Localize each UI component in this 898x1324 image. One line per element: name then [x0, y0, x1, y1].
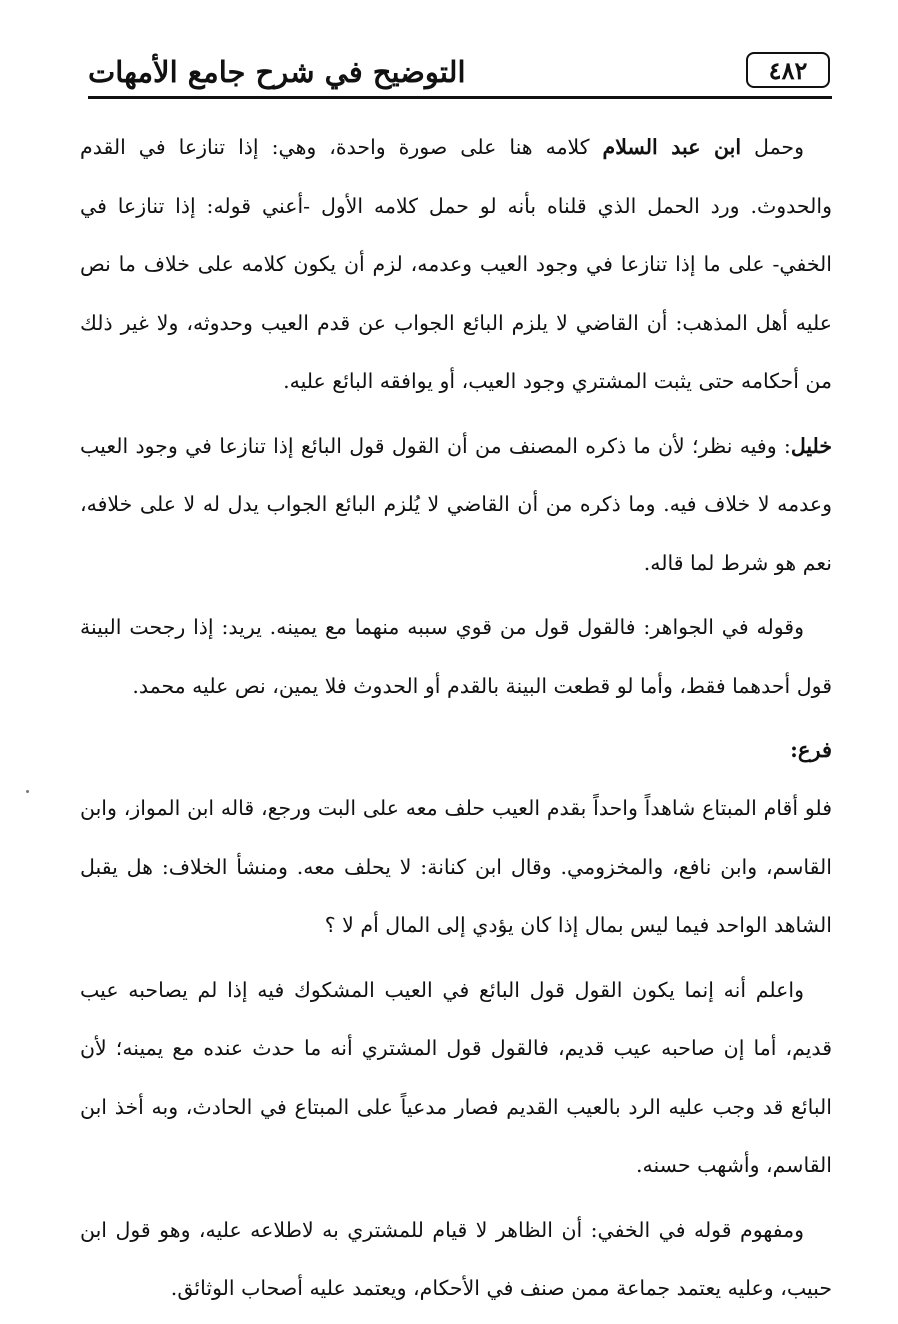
page-number-box: ٤٨٢	[746, 52, 830, 88]
paragraph-3	[80, 598, 832, 715]
header-divider	[88, 96, 832, 99]
paragraph-3-text: وقوله في الجواهر: فالقول قول من قوي سببه منهما مع يمينه. يريد: إذا رجحت البينة قول أحدهما فقط، وأما لو قطعت البينة بالقدم أو الحدوث فلا يمين، نص عليه محمد.	[80, 615, 832, 698]
book-title: التوضيح في شرح جامع الأمهات	[88, 55, 466, 89]
margin-speck	[26, 790, 29, 793]
section-heading: فرع:	[790, 737, 832, 762]
paragraph-1-bold-name: ابن عبد السلام	[602, 135, 742, 159]
paragraph-2-lead: خليل	[790, 433, 832, 458]
paragraph-1	[80, 118, 832, 411]
paragraph-1-text: كلامه هنا على صورة واحدة، وهي: إذا تنازعا في القدم والحدوث. ورد الحمل الذي قلناه بأنه لو حمل كلامه الأول -أعني قوله: إذا تنازعا في الخفي- على ما إذا تنازعا في وجود العيب وعدمه، لزم أن يكون كلامه على خلاف ما نص عليه أهل المذهب: أن القاضي لا يلزم البائع الجواب عن قدم العيب وحدوثه، ولا غير ذلك من أحكامه حتى يثبت المشتري وجود العيب، أو يوافقه البائع عليه.	[80, 135, 832, 393]
paragraph-6	[80, 1201, 832, 1318]
paragraph-5-text: واعلم أنه إنما يكون القول قول البائع في العيب المشكوك فيه إذا لم يصاحبه عيب قديم، أما إن صاحبه عيب قديم، فالقول قول المشتري أنه ما حدث عنده مع يمينه؛ لأن البائع قد وجب عليه الرد بالعيب القديم فصار مدعياً على المبتاع في الحادث، وبه أخذ ابن القاسم، وأشهب حسنه.	[80, 977, 832, 1177]
paragraph-1-pre: وحمل	[741, 135, 804, 159]
paragraph-4	[80, 779, 832, 955]
paragraph-5	[80, 961, 832, 1195]
paragraph-2	[80, 417, 832, 593]
main-text	[80, 118, 832, 1324]
paragraph-6-text: ومفهوم قوله في الخفي: أن الظاهر لا قيام للمشتري به لاطلاعه عليه، وهو قول ابن حبيب، وعليه يعتمد جماعة ممن صنف في الأحكام، ويعتمد عليه أصحاب الوثائق.	[80, 1217, 832, 1300]
paragraph-4-text: فلو أقام المبتاع شاهداً واحداً بقدم العيب حلف معه على البت ورجع، قاله ابن المواز، وابن القاسم، وابن نافع، والمخزومي. وقال ابن كنانة: لا يحلف معه. ومنشأ الخلاف: هل يقبل الشاهد الواحد فيما ليس بمال إذا كان يؤدي إلى المال أم لا ؟	[80, 796, 832, 937]
page-header	[88, 46, 830, 98]
paragraph-2-text: : وفيه نظر؛ لأن ما ذكره المصنف من أن القول قول البائع إذا تنازعا في وجود العيب وعدمه لا خلاف فيه. وما ذكره من أن القاضي لا يُلزم البائع الجواب يدل له لا على خلافه، نعم هو شرط لما قاله.	[80, 433, 832, 575]
